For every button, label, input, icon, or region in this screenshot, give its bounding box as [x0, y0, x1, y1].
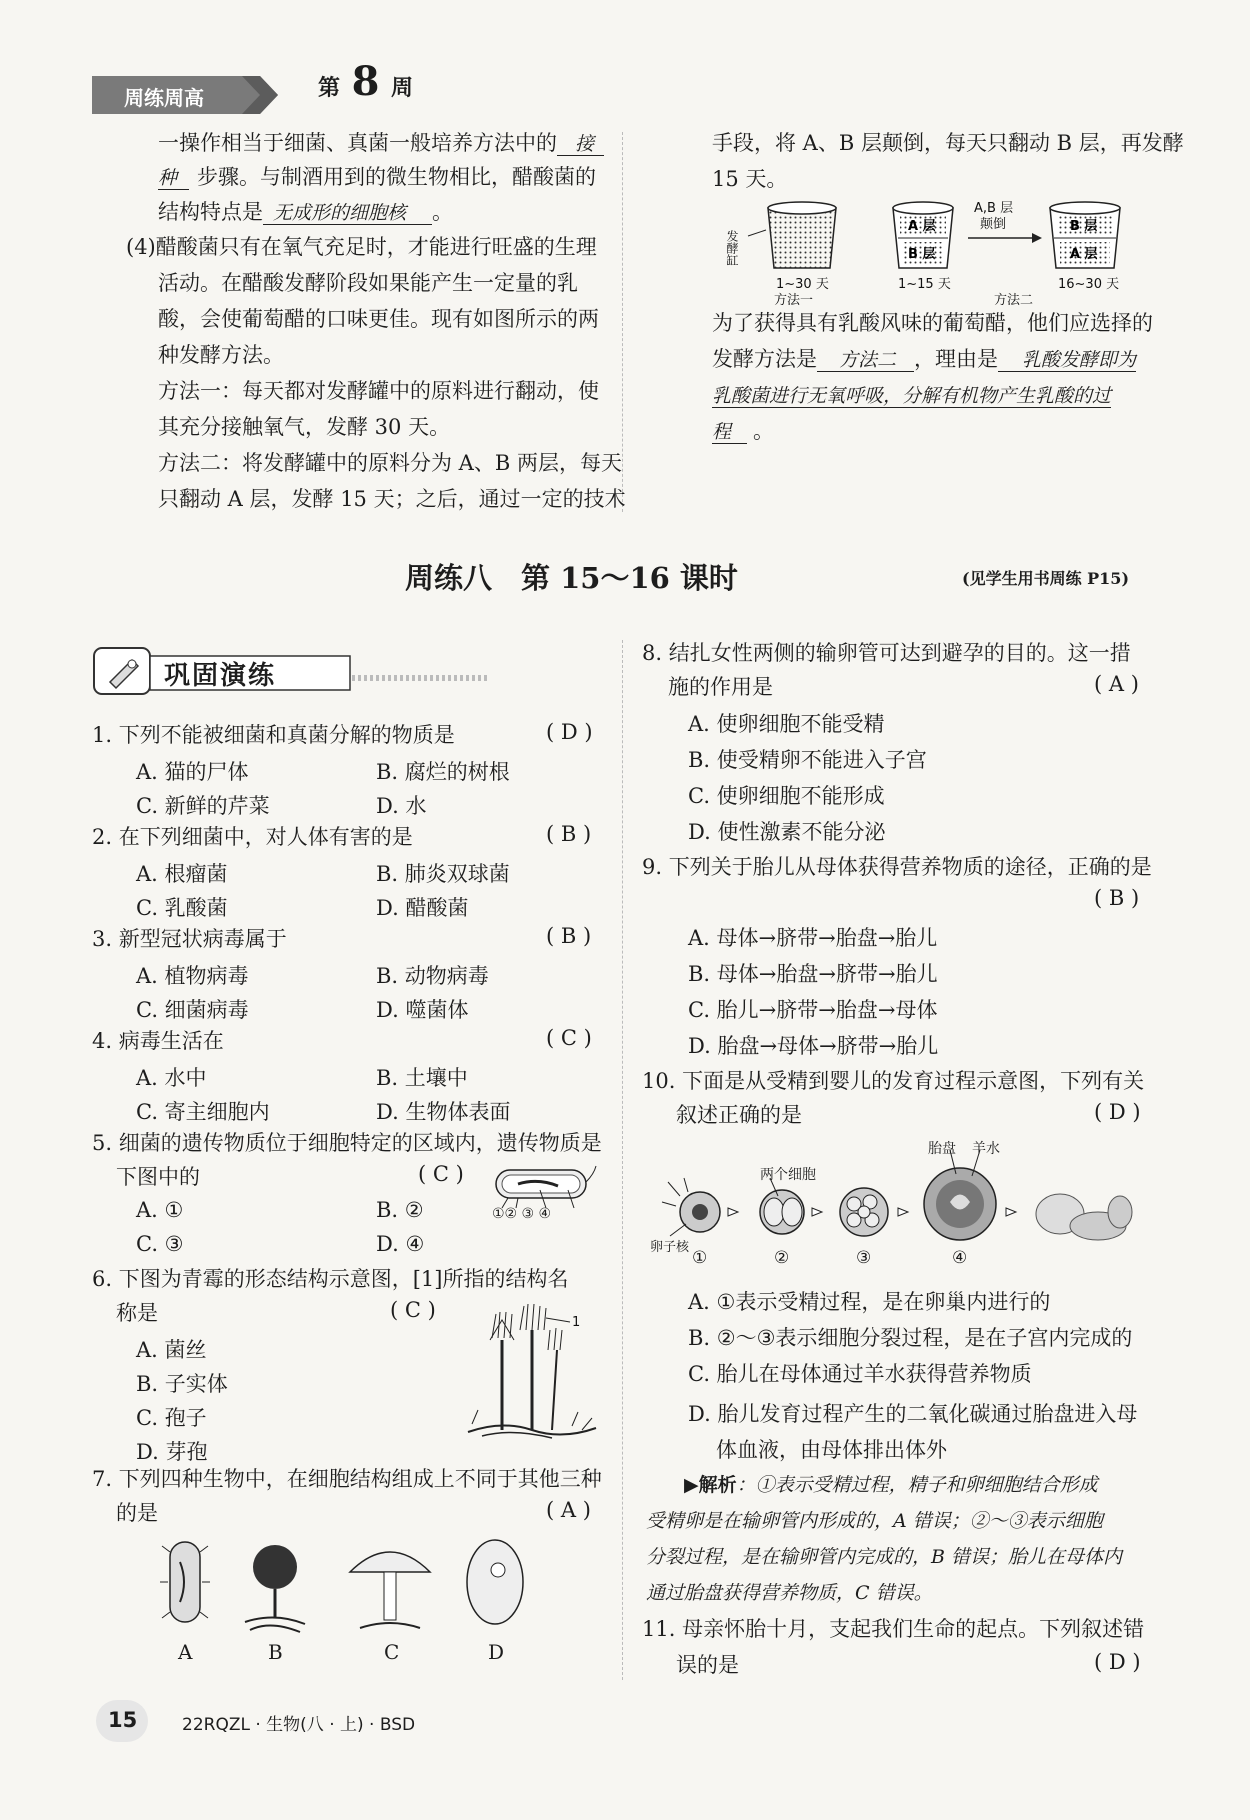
answer-7: ( A )	[546, 1498, 591, 1522]
method1-days: 1~30 天	[776, 277, 829, 292]
week-title	[318, 58, 413, 105]
answer-blank: 无成形的细胞核	[263, 202, 432, 225]
explanation-line: 分裂过程，是在输卵管内完成的，B 错误；胎儿在母体内	[646, 1546, 1123, 1568]
footer-code: 22RQZL · 生物(八 · 上) · BSD	[182, 1715, 416, 1735]
question-10: 10. 下面是从受精到婴儿的发育过程示意图，下列有关	[642, 1069, 1145, 1093]
banner-label: 巩固演练	[164, 661, 277, 691]
flip-label-2: 颠倒	[980, 217, 1007, 232]
option: B. ②	[376, 1198, 424, 1222]
text-line: 方法二：将发酵罐中的原料分为 A、B 两层，每天	[158, 451, 622, 475]
option: A. 根瘤菌	[136, 862, 228, 886]
option: D. 芽孢	[136, 1440, 208, 1464]
nucleus-label: 卵子核	[650, 1240, 690, 1255]
answer-11: ( D )	[1094, 1650, 1141, 1674]
answer-blank: 接	[557, 133, 604, 156]
week-suffix: 周	[391, 75, 414, 101]
question-8: 8. 结扎女性两侧的输卵管可达到避孕的目的。这一措	[642, 641, 1131, 665]
layer-b: B 层	[908, 247, 936, 262]
question-10-cont: 叙述正确的是	[676, 1103, 802, 1127]
layer-a: A 层	[908, 219, 936, 234]
organism-label-b: B	[268, 1640, 283, 1664]
layer-b-top: B 层	[1070, 219, 1098, 234]
week-number: 8	[351, 58, 380, 105]
organism-label-c: C	[384, 1640, 400, 1664]
method2-days2: 16~30 天	[1058, 277, 1120, 292]
stage-2: ②	[774, 1248, 790, 1268]
answer-3: ( B )	[546, 924, 592, 948]
answer-blank: 方法二	[817, 349, 914, 372]
text-line: 只翻动 A 层，发酵 15 天；之后，通过一定的技术	[158, 487, 626, 511]
page-number-badge	[96, 1700, 148, 1742]
amniotic-label: 羊水	[972, 1141, 1000, 1157]
question-8-cont: 施的作用是	[668, 675, 773, 699]
answer-6: ( C )	[390, 1298, 436, 1322]
organism-label-a: A	[178, 1640, 193, 1664]
text-line: 方法一：每天都对发酵罐中的原料进行翻动，使	[158, 379, 599, 403]
option: C. 乳酸菌	[136, 896, 228, 920]
question-7-cont: 的是	[116, 1501, 158, 1525]
option-cont: 体血液，由母体排出体外	[716, 1438, 947, 1462]
question-3: 3. 新型冠状病毒属于	[92, 927, 287, 951]
label-1: 1	[572, 1315, 581, 1330]
explanation-label: 解析	[698, 1474, 737, 1496]
answer-blank: 乳酸发酵即为	[998, 349, 1136, 372]
layer-a-bottom: A 层	[1070, 247, 1098, 262]
answer-1: ( D )	[546, 720, 593, 744]
method2-label: 方法二	[994, 293, 1034, 305]
answer-10: ( D )	[1094, 1100, 1141, 1124]
option: A. ①	[136, 1198, 184, 1222]
text-line: 手段，将 A、B 层颠倒，每天只翻动 B 层，再发酵	[712, 131, 1184, 155]
explanation-line: 通过胎盘获得营养物质，C 错误。	[646, 1582, 933, 1604]
text-line: 其充分接触氧气，发酵 30 天。	[158, 415, 451, 439]
jar-label: 发酵缸	[725, 230, 739, 266]
stage-1: ①	[692, 1248, 708, 1268]
option: B. 肺炎双球菌	[376, 862, 510, 886]
fermentation-figure	[688, 160, 1168, 309]
text-line: 发酵方法是 方法二 ，理由是 乳酸发酵即为	[712, 347, 1137, 371]
header-tag	[92, 76, 282, 118]
answer-9: ( B )	[1094, 886, 1140, 910]
option: B. 使受精卵不能进入子宫	[688, 748, 927, 772]
flip-label-1: A,B 层	[974, 201, 1014, 216]
option: C. 细菌病毒	[136, 998, 249, 1022]
option: D. 生物体表面	[376, 1100, 511, 1124]
option: D. 醋酸菌	[376, 896, 469, 920]
question-5-cont: 下图中的	[116, 1165, 200, 1189]
option: B. ②～③表示细胞分裂过程，是在子宫内完成的	[688, 1326, 1133, 1350]
organism-label-d: D	[488, 1640, 505, 1664]
question-1: 1. 下列不能被细菌和真菌分解的物质是	[92, 723, 455, 747]
bacterium-figure	[488, 1160, 598, 1228]
placenta-label: 胎盘	[928, 1141, 956, 1157]
text-line: 种发酵方法。	[158, 343, 284, 367]
week-prefix: 第	[318, 75, 341, 101]
text-line: 15 天。	[712, 167, 788, 191]
text-line: 种 步骤。与制酒用到的微生物相比，醋酸菌的	[158, 165, 597, 189]
question-5: 5. 细菌的遗传物质位于细胞特定的区域内，遗传物质是	[92, 1131, 602, 1155]
explanation-icon: ▶	[684, 1474, 699, 1496]
option: B. 子实体	[136, 1372, 228, 1396]
option: A. 水中	[136, 1066, 207, 1090]
text-line: 结构特点是 无成形的细胞核 。	[158, 200, 454, 224]
question-6: 6. 下图为青霉的形态结构示意图，[1]所指的结构名	[92, 1267, 569, 1291]
text-line: 一操作相当于细菌、真菌一般培养方法中的 接	[158, 128, 604, 159]
section-reference: (见学生用书周练 P15)	[962, 569, 1130, 588]
answer-8: ( A )	[1094, 672, 1139, 696]
section-title: 周练八 第 15～16 课时	[405, 561, 738, 595]
text-line: 程 。	[712, 419, 775, 443]
question-6-cont: 称是	[116, 1301, 158, 1325]
text-line: (4)醋酸菌只有在氧气充足时，才能进行旺盛的生理	[126, 235, 597, 259]
question-7: 7. 下列四种生物中，在细胞结构组成上不同于其他三种	[92, 1467, 602, 1491]
penicillium-diagram	[462, 1300, 602, 1442]
option: A. 植物病毒	[136, 964, 249, 988]
option: C. ③	[136, 1232, 184, 1256]
answer-5: ( C )	[418, 1162, 464, 1186]
question-9: 9. 下列关于胎儿从母体获得营养物质的途径，正确的是	[642, 855, 1152, 879]
answer-2: ( B )	[546, 822, 592, 846]
page-number: 15	[108, 1708, 138, 1732]
option: D. 水	[376, 794, 427, 818]
header-tag-label: 周练周高	[124, 86, 204, 110]
stage-3: ③	[856, 1248, 872, 1268]
method1-label: 方法一	[774, 293, 814, 305]
practice-banner	[92, 642, 492, 702]
option: B. 动物病毒	[376, 964, 489, 988]
option: A. 猫的尸体	[136, 760, 249, 784]
column-divider-bottom	[622, 640, 623, 1680]
option: C. 使卵细胞不能形成	[688, 784, 885, 808]
fermentation-diagram	[688, 160, 1168, 305]
text-line: 酸，会使葡萄醋的口味更佳。现有如图所示的两	[158, 307, 599, 331]
answer-blank: 乳酸菌进行无氧呼吸，分解有机物产生乳酸的过	[712, 385, 1112, 407]
option: B. 土壤中	[376, 1066, 468, 1090]
question-4: 4. 病毒生活在	[92, 1029, 224, 1053]
option: C. 孢子	[136, 1406, 207, 1430]
option: A. 母体→脐带→胎盘→胎儿	[688, 926, 938, 950]
explanation-line: ▶解析：①表示受精过程，精子和卵细胞结合形成	[684, 1474, 1098, 1496]
option: A. ①表示受精过程，是在卵巢内进行的	[688, 1290, 1051, 1314]
bacterium-labels: ①② ③ ④	[492, 1206, 552, 1222]
option: D. 使性激素不能分泌	[688, 820, 886, 844]
option: C. 胎儿在母体通过羊水获得营养物质	[688, 1362, 1032, 1386]
option: B. 母体→胎盘→脐带→胎儿	[688, 962, 938, 986]
development-diagram	[650, 1132, 1170, 1272]
question-11: 11. 母亲怀胎十月，支起我们生命的起点。下列叙述错	[642, 1617, 1145, 1641]
option: D. 胎盘→母体→脐带→胎儿	[688, 1034, 939, 1058]
penicillium-figure	[462, 1300, 602, 1446]
stage-4: ④	[952, 1248, 968, 1268]
banner-shape	[92, 642, 492, 698]
question-2: 2. 在下列细菌中，对人体有害的是	[92, 825, 413, 849]
option: D. 噬菌体	[376, 998, 469, 1022]
column-divider-top	[622, 132, 623, 512]
option: B. 腐烂的树根	[376, 760, 510, 784]
option: A. 菌丝	[136, 1338, 207, 1362]
explanation-line: 受精卵是在输卵管内形成的，A 错误；②～③表示细胞	[646, 1510, 1103, 1532]
text-line	[712, 380, 1111, 411]
two-cells-label: 两个细胞	[760, 1167, 816, 1183]
text-line: 活动。在醋酸发酵阶段如果能产生一定量的乳	[158, 271, 578, 295]
option: D. 胎儿发育过程产生的二氧化碳通过胎盘进入母	[688, 1402, 1138, 1426]
option: C. 胎儿→脐带→胎盘→母体	[688, 998, 938, 1022]
method2-days1: 1~15 天	[898, 277, 951, 292]
question-11-cont: 误的是	[676, 1653, 739, 1677]
answer-4: ( C )	[546, 1026, 592, 1050]
option: C. 寄主细胞内	[136, 1100, 270, 1124]
option: A. 使卵细胞不能受精	[688, 712, 885, 736]
option: D. ④	[376, 1232, 425, 1256]
organisms-figure	[150, 1532, 550, 1666]
development-figure	[650, 1132, 1170, 1276]
answer-blank: 程	[712, 421, 747, 444]
text-line: 为了获得具有乳酸风味的葡萄醋，他们应选择的	[712, 311, 1153, 335]
option: C. 新鲜的芹菜	[136, 794, 270, 818]
answer-blank: 种	[158, 167, 189, 190]
